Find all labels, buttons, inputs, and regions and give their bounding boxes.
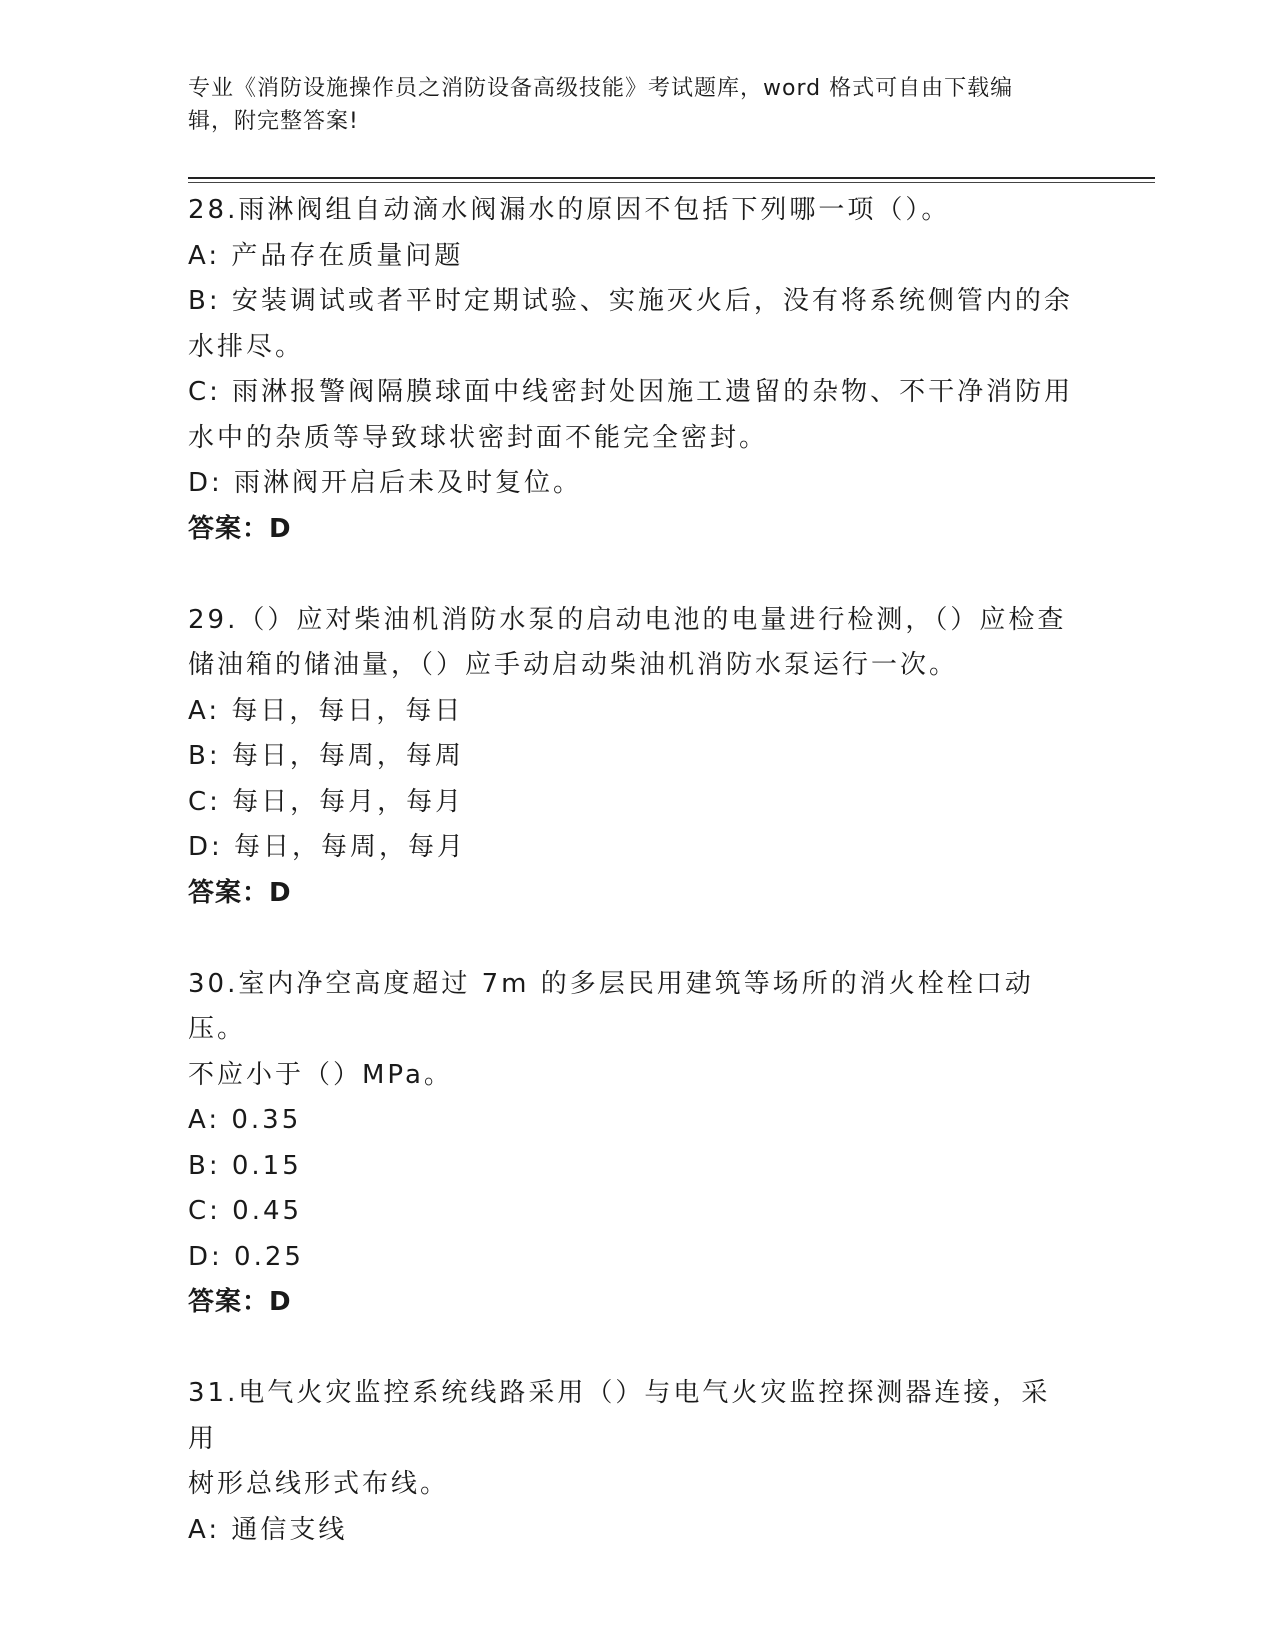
question-stem: 31.电气火灾监控系统线路采用（）与电气火灾监控探测器连接，采用 [188, 1378, 1051, 1454]
question-29 [188, 598, 1078, 917]
option-a: A: 0.35 [188, 1105, 302, 1135]
question-stem-continued: 树形总线形式布线。 [188, 1469, 450, 1499]
question-stem: 29.（）应对柴油机消防水泵的启动电池的电量进行检测，（）应检查 [188, 604, 1067, 635]
option-b: B: 0.15 [188, 1150, 302, 1181]
answer-value: D [269, 513, 292, 544]
option-d: D: 0.25 [188, 1241, 304, 1272]
option-b-continued: 水排尽。 [188, 331, 305, 362]
option-b: B: 安装调试或者平时定期试验、实施灭火后，没有将系统侧管内的余 [188, 286, 1073, 316]
answer-line [188, 871, 1078, 917]
question-30 [188, 962, 1078, 1326]
answer-line [188, 507, 1078, 553]
question-stem: 30.室内净空高度超过 7m 的多层民用建筑等场所的消火栓栓口动压。 [188, 968, 1034, 1044]
option-a: A: 每日，每日，每日 [188, 695, 464, 726]
answer-value: D [269, 877, 292, 908]
question-list [188, 188, 1078, 1553]
question-stem-continued: 不应小于（）MPa。 [188, 1059, 453, 1090]
question-stem: 28.雨淋阀组自动滴水阀漏水的原因不包括下列哪一项（）。 [188, 195, 951, 225]
answer-label: 答案： [188, 1287, 270, 1317]
option-a: A: 通信支线 [188, 1514, 348, 1545]
option-b: B: 每日，每周，每周 [188, 741, 464, 771]
header-divider-thick [188, 177, 1155, 179]
header-line-2: 辑，附完整答案! [188, 109, 359, 134]
header-line-1: 专业《消防设施操作员之消防设备高级技能》考试题库，word 格式可自由下载编 [188, 76, 1014, 101]
question-28 [188, 188, 1078, 552]
option-c: C: 雨淋报警阀隔膜球面中线密封处因施工遗留的杂物、不干净消防用 [188, 377, 1074, 407]
answer-line [188, 1280, 1078, 1326]
document-header [188, 72, 1068, 138]
question-31 [188, 1371, 1078, 1553]
option-a: A: 产品存在质量问题 [188, 240, 464, 271]
answer-label: 答案： [188, 513, 270, 544]
question-stem-continued: 储油箱的储油量，（）应手动启动柴油机消防水泵运行一次。 [188, 650, 959, 680]
option-c: C: 0.45 [188, 1196, 303, 1226]
answer-value: D [269, 1287, 292, 1317]
answer-label: 答案： [188, 877, 270, 908]
option-c-continued: 水中的杂质等导致球状密封面不能完全密封。 [188, 422, 769, 453]
option-d: D: 每日，每周，每月 [188, 832, 467, 862]
option-d: D: 雨淋阀开启后未及时复位。 [188, 468, 583, 498]
option-c: C: 每日，每月，每月 [188, 786, 465, 817]
header-divider-thin [188, 182, 1155, 183]
